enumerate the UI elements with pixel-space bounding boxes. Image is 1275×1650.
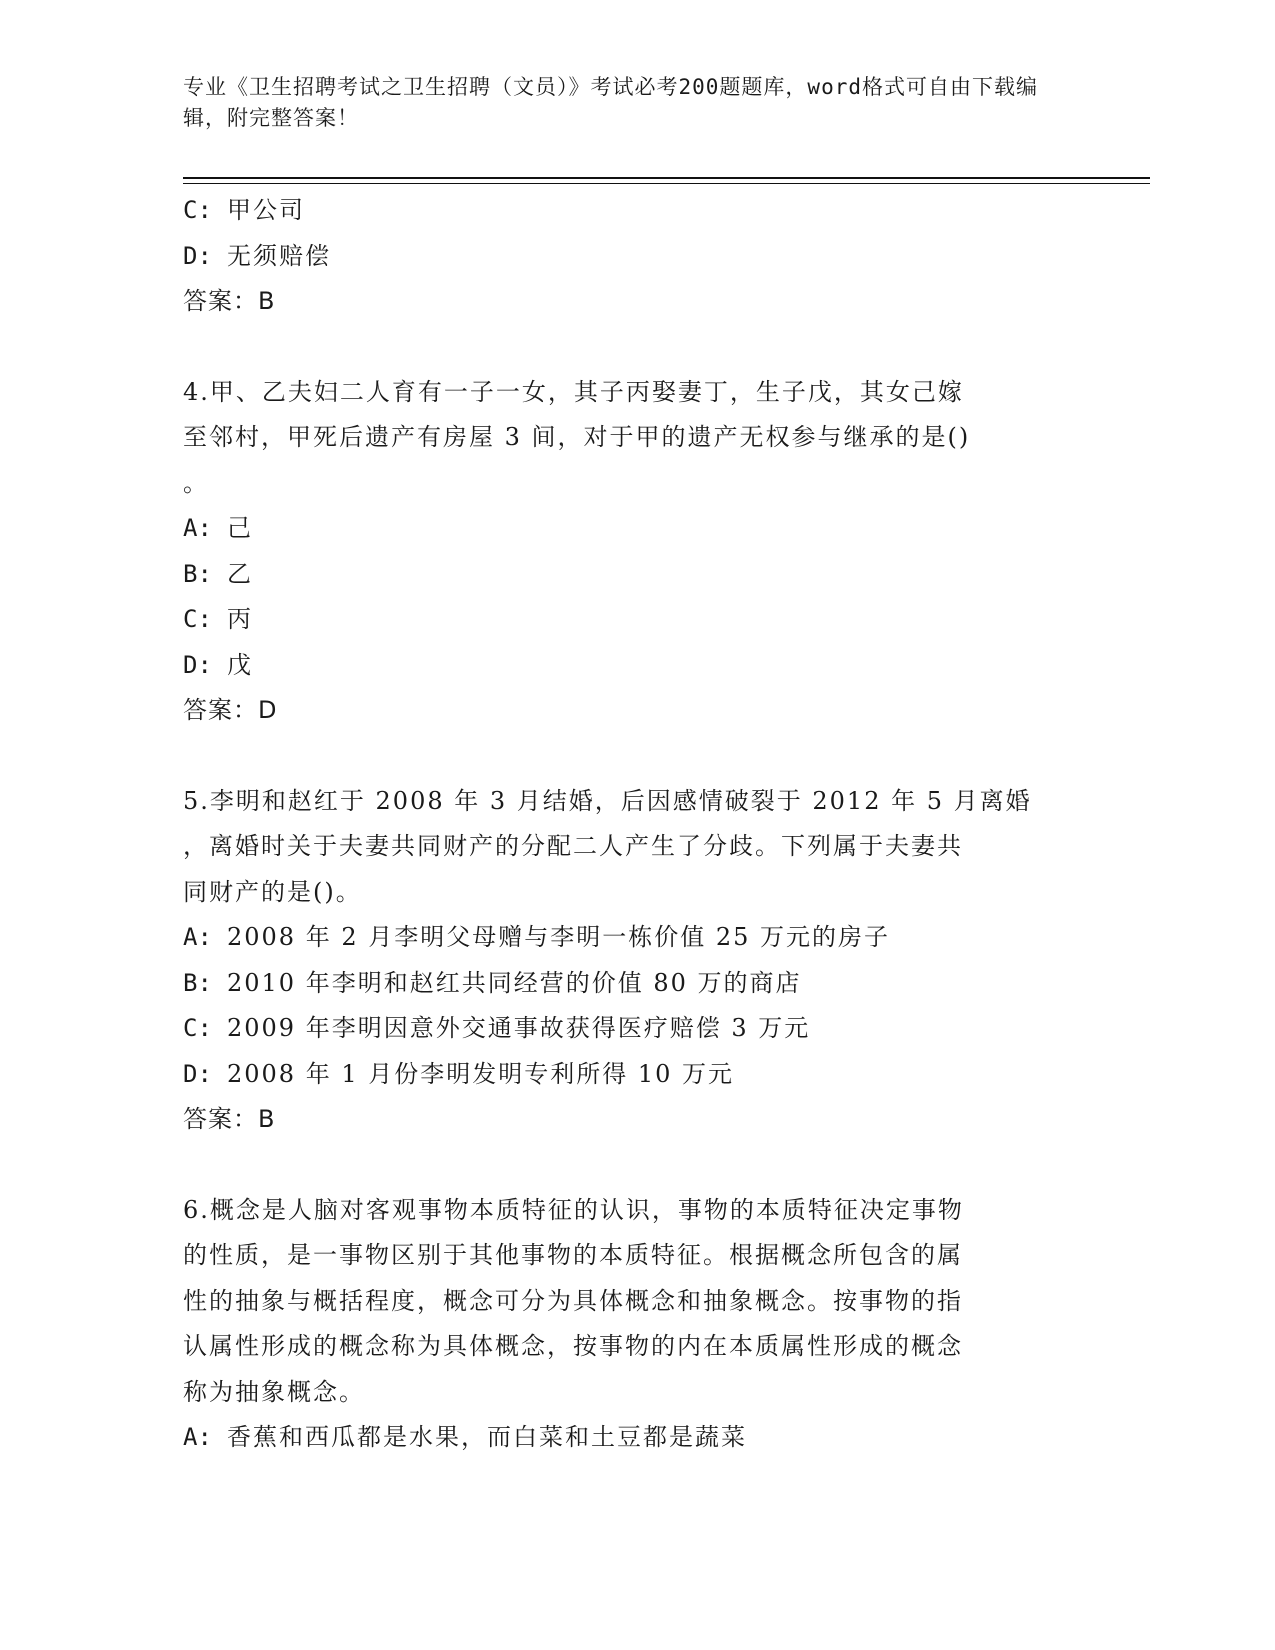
question-6 [183,1188,1063,1461]
option-label: B: [183,968,212,997]
question-text-line: 性的抽象与概括程度，概念可分为具体概念和抽象概念。按事物的指 [183,1286,963,1315]
question-4 [183,370,1063,734]
header-divider-thick [183,177,1150,179]
option-d [183,643,1063,689]
option-label: A: [183,514,212,542]
option-c [183,188,1063,234]
option-label: C: [183,196,212,224]
option-label: C: [183,605,212,633]
option-text: 戊 [227,650,253,679]
question-text-line: ，离婚时关于夫妻共同财产的分配二人产生了分歧。下列属于夫妻共 [183,832,963,860]
option-text: 甲公司 [227,196,305,224]
option-text: 2008 年 2 月李明父母赠与李明一栋价值 25 万元的房子 [227,923,891,951]
option-a [183,1415,1063,1461]
option-label: D: [183,1059,212,1088]
question-text-line: 6.概念是人脑对客观事物本质特征的认识，事物的本质特征决定事物 [183,1195,964,1224]
spacer [183,325,1063,370]
answer-line: 答案：D [183,696,278,724]
question-text-line: 4.甲、乙夫妇二人育有一子一女，其子丙娶妻丁，生子戊，其女己嫁 [183,377,964,406]
option-label: A: [183,923,212,951]
question-text-line: 认属性形成的概念称为具体概念，按事物的内在本质属性形成的概念 [183,1332,963,1360]
option-text: 丙 [227,605,253,633]
question-text-line: 。 [183,468,209,497]
option-label: D: [183,241,212,270]
option-text: 2009 年李明因意外交通事故获得医疗赔偿 3 万元 [227,1014,811,1042]
answer-line: 答案：B [183,287,276,315]
header-divider-thin [183,183,1150,184]
option-label: A: [183,1423,212,1451]
answer-line: 答案：B [183,1105,276,1133]
option-label: D: [183,650,212,679]
option-text: 2010 年李明和赵红共同经营的价值 80 万的商店 [227,968,802,997]
option-label: B: [183,559,212,588]
option-a [183,915,1063,961]
question-text-line: 的性质，是一事物区别于其他事物的本质特征。根据概念所包含的属 [183,1241,963,1269]
question-text-line: 同财产的是()。 [183,877,362,906]
option-b [183,961,1063,1007]
option-label: C: [183,1014,212,1042]
option-c [183,1006,1063,1052]
option-a [183,506,1063,552]
option-text: 香蕉和西瓜都是水果，而白菜和土豆都是蔬菜 [227,1423,747,1451]
option-text: 2008 年 1 月份李明发明专利所得 10 万元 [227,1059,735,1088]
option-c [183,597,1063,643]
question-5 [183,779,1063,1143]
option-text: 乙 [227,559,253,588]
option-text: 己 [227,514,253,542]
option-d [183,1052,1063,1098]
question-text-line: 5.李明和赵红于 2008 年 3 月结婚，后因感情破裂于 2012 年 5 月离婚 [183,786,1032,815]
document-header: 专业《卫生招聘考试之卫生招聘（文员）》考试必考200题题库，word格式可自由下载编辑，附完整答案！ [183,75,1038,130]
option-b [183,552,1063,598]
spacer [183,734,1063,779]
option-d [183,234,1063,280]
option-text: 无须赔偿 [227,241,331,270]
question-text-line: 至邻村，甲死后遗产有房屋 3 间，对于甲的遗产无权参与继承的是() [183,423,971,451]
question-text-line: 称为抽象概念。 [183,1377,365,1406]
document-body [183,188,1063,1461]
question-3-tail [183,188,1063,325]
spacer [183,1143,1063,1188]
